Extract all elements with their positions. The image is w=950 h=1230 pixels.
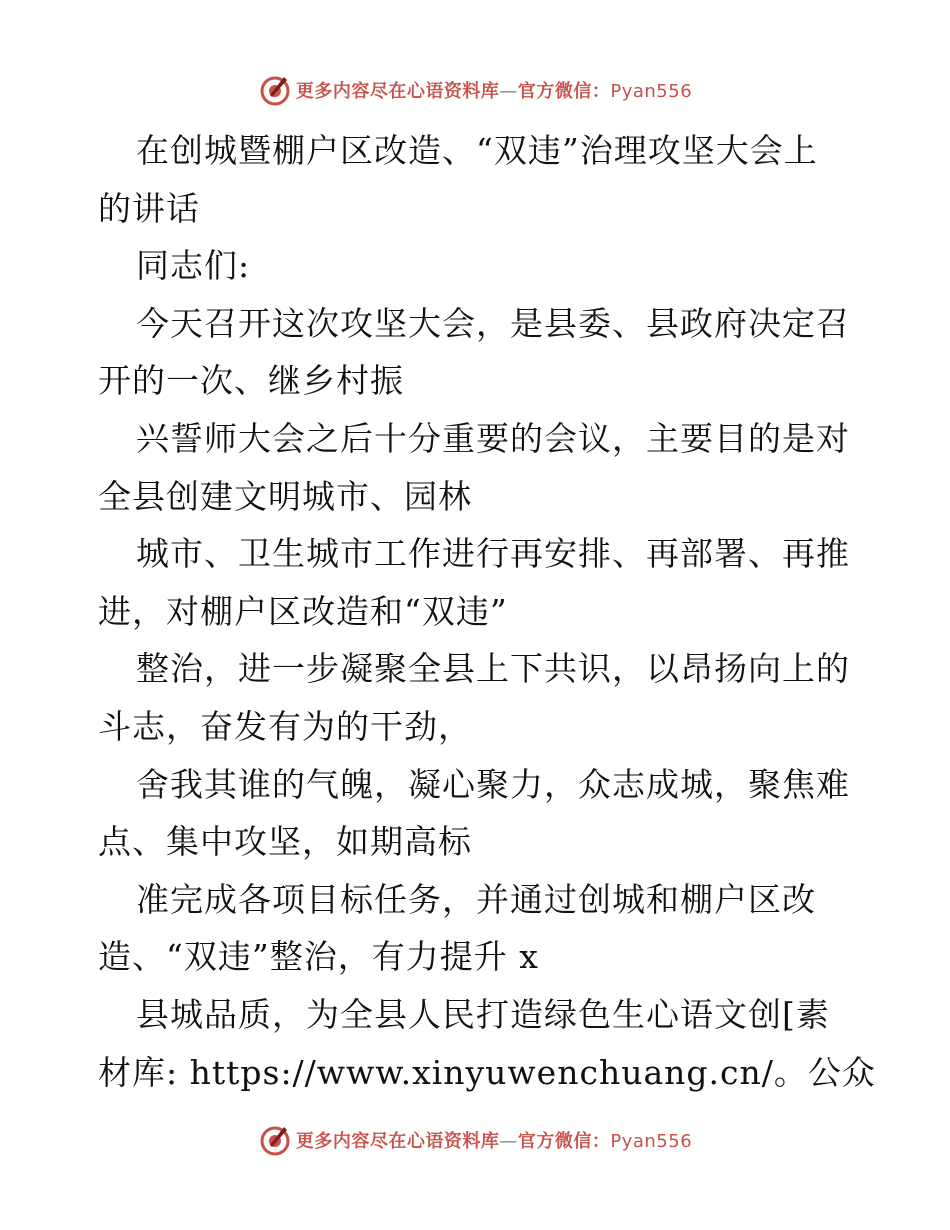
banner-title: 更多内容尽在心语资料库 (295, 1131, 500, 1152)
footer-watermark-banner (0, 1120, 950, 1160)
text-line: 斗志，奋发有为的干劲， (98, 706, 472, 746)
banner-dash: — (499, 81, 518, 102)
header-watermark-banner (0, 70, 950, 110)
quill-logo-icon (258, 73, 292, 107)
text-line: 同志们: (136, 246, 251, 286)
paragraph (98, 525, 858, 640)
text-line: 今天召开这次攻坚大会，是县委、县政府决定召 (136, 303, 850, 343)
paragraph-salutation (98, 237, 858, 295)
text-line: 县城品质，为全县人民打造绿色生心语文创[素 (136, 994, 830, 1034)
text-line: 材库: https://www.xinyuwenchuang.cn/。公众 (98, 1052, 876, 1092)
text-line: 点、集中攻坚，如期高标 (98, 822, 472, 862)
text-line: 整治，进一步凝聚全县上下共识，以昂扬向上的 (136, 649, 850, 689)
text-line: 兴誓师大会之后十分重要的会议，主要目的是对 (136, 418, 850, 458)
paragraph (98, 756, 858, 871)
banner-text (296, 77, 692, 103)
banner-wechat-label: 官方微信： (517, 1131, 611, 1152)
text-line: 舍我其谁的气魄，凝心聚力，众志成城，聚焦难 (136, 764, 850, 804)
banner-text (296, 1127, 692, 1153)
text-line: 进，对棚户区改造和“双违” (98, 591, 508, 631)
paragraph (98, 986, 876, 1101)
paragraph (98, 871, 858, 986)
banner-wechat-id: Pyan556 (610, 1131, 693, 1152)
paragraph (98, 640, 858, 755)
banner-wechat-id: Pyan556 (610, 81, 693, 102)
text-line: 全县创建文明城市、园林 (98, 476, 472, 516)
text-line: 城市、卫生城市工作进行再安排、再部署、再推 (136, 534, 850, 574)
text-line: 造、“双违”整治，有力提升 x (98, 937, 539, 977)
text-line: 准完成各项目标任务，并通过创城和棚户区改 (136, 879, 816, 919)
text-line: 在创城暨棚户区改造、“双违”治理攻坚大会上 (136, 131, 818, 170)
quill-logo-icon (258, 1123, 292, 1157)
document-body (98, 122, 876, 1101)
text-line: 的讲话 (98, 188, 200, 228)
paragraph (98, 295, 858, 410)
paragraph (98, 410, 858, 525)
banner-title: 更多内容尽在心语资料库 (295, 81, 500, 102)
paragraph-title (98, 122, 858, 237)
text-line: 开的一次、继乡村振 (98, 361, 404, 401)
banner-dash: — (499, 1131, 518, 1152)
banner-wechat-label: 官方微信： (517, 81, 611, 102)
